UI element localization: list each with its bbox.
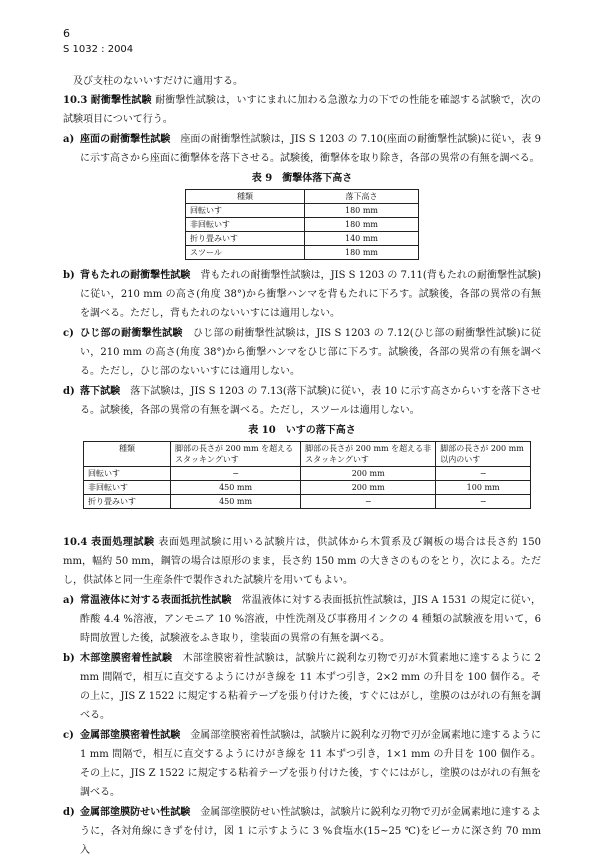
table-cell: 100 mm: [436, 481, 531, 495]
table-cell: 180 mm: [305, 218, 419, 232]
table-cell: −: [436, 495, 531, 509]
item-d-rust-prevention: [63, 803, 541, 860]
table-cell: 非回転いす: [186, 218, 305, 232]
table-cell: 200 mm: [301, 467, 436, 481]
table-10-caption: 表 10 いすの落下高さ: [248, 425, 356, 436]
section-title: 耐衝撃性試験: [90, 95, 152, 106]
item-title: ひじ部の耐衝撃性試験: [80, 328, 183, 339]
section-text: 表面処理試験に用いる試験片は，供試体から木質系及び鋼板の場合は長さ約 150 mm，幅約 50 mm，鋼管の場合は原形のまま，長さ約 150 mm の大きさのものをとり，次による。ただし，供試体と同一生産条件で製作された試験片を用いてもよい。: [63, 537, 542, 586]
table-row: [84, 481, 531, 495]
table-row: [186, 218, 419, 232]
table-header: 種類: [186, 190, 305, 204]
item-label: a): [63, 595, 75, 606]
item-title: 座面の耐衝撃性試験: [80, 134, 171, 145]
item-title: 金属部塗膜密着性試験: [80, 730, 181, 741]
section-10-3: [63, 91, 541, 129]
table-header: 脚部の長さが 200 mm 以内のいす: [436, 442, 531, 467]
item-text: ひじ部の耐衝撃性試験は，JIS S 1203 の 7.12(ひじ部の耐衝撃性試験)に従い，210 mm の高さ(角度 38°)から衝撃ハンマをひじ部に下ろす。試験後，各部の異常の有無を調べる。ただし，ひじ部のないいすには適用しない。: [80, 328, 542, 377]
item-text: 落下試験は，JIS S 1203 の 7.13(落下試験)に従い，表 10 に示す高さからいすを落下させる。試験後，各部の異常の有無を調べる。ただし，スツールは適用しない。: [80, 386, 542, 416]
item-label: a): [63, 134, 75, 145]
item-c-metal-adhesion: [63, 726, 541, 802]
table-row: [186, 204, 419, 218]
intro-line: 及び支柱のないいすだけに適用する。: [73, 76, 243, 87]
item-c-arm-impact: [63, 324, 541, 381]
table-10: [83, 441, 531, 509]
standard-code: S 1032 : 2004: [63, 44, 134, 55]
table-header: 落下高さ: [305, 190, 419, 204]
item-label: c): [63, 328, 74, 339]
table-cell: −: [171, 467, 301, 481]
item-title: 木部塗膜密着性試験: [80, 653, 173, 664]
item-text: 座面の耐衝撃性試験は，JIS S 1203 の 7.10(座面の耐衝撃性試験)に従い，表 9 に示す高さから座面に衝撃体を落下させる。試験後，衝撃体を取り除き，各部の異常の有無を調べる。: [80, 134, 542, 164]
table-header: 種類: [84, 442, 171, 467]
table-cell: 回転いす: [84, 467, 171, 481]
table-header: 脚部の長さが 200 mm を超える非スタッキングいす: [301, 442, 436, 467]
item-text: 常温液体に対する表面抵抗性試験は，JIS A 1531 の規定に従い，酢酸 4.4 %溶液，アンモニア 10 %溶液，中性洗剤及び事務用インクの 4 種類の試験液を用いて，6 時間放置した後，試験液をふき取り，塗装面の異常の有無を調べる。: [80, 595, 542, 644]
table-cell: 回転いす: [186, 204, 305, 218]
table-cell: 450 mm: [171, 495, 301, 509]
table-cell: 180 mm: [305, 246, 419, 260]
item-a-liquid-resistance: [63, 591, 541, 648]
table-row: [84, 495, 531, 509]
table-header-row: [186, 190, 419, 204]
item-text: 金属部塗膜密着性試験は，試験片に鋭利な刃物で刃が金属素地に達するように 1 mm 間隔で，相互に直交するようにけがき線を 11 本ずつ引き，1×1 mm の升目を 100 個作る。その上に，JIS Z 1522 に規定する粘着テープを張り付けた後，すぐにはがし，塗膜のはがれの有無を調べる。: [80, 730, 542, 798]
item-label: d): [63, 807, 75, 818]
item-text: 木部塗膜密着性試験は，試験片に鋭利な刃物で刃が木質素地に達するように 2 mm 間隔で，相互に直交するようにけがき線を 11 本ずつ引き，2×2 mm の升目を 100 個作る。その上に，JIS Z 1522 に規定する粘着テープを張り付けた後，すぐにはがし，塗膜のはがれの有無を調べる。: [80, 653, 542, 721]
item-label: d): [63, 386, 75, 397]
table-9-caption: 表 9 衝撃体落下高さ: [251, 173, 353, 184]
item-title: 金属部塗膜防せい性試験: [80, 807, 191, 818]
table-row: [186, 246, 419, 260]
page-number: 6: [63, 27, 70, 40]
item-label: b): [63, 270, 75, 281]
table-cell: −: [301, 495, 436, 509]
section-title: 表面処理試験: [91, 537, 155, 548]
item-label: c): [63, 730, 74, 741]
table-cell: 200 mm: [301, 481, 436, 495]
table-cell: −: [436, 467, 531, 481]
table-header-row: [84, 442, 531, 467]
item-title: 落下試験: [80, 386, 121, 397]
item-text: 背もたれの耐衝撃性試験は，JIS S 1203 の 7.11(背もたれの耐衝撃性試験)に従い，210 mm の高さ(角度 38°)から衝撃ハンマを背もたれに下ろす。試験後，各部の異常の有無を調べる。ただし，背もたれのないいすには適用しない。: [80, 270, 542, 319]
table-cell: 180 mm: [305, 204, 419, 218]
table-row: [84, 467, 531, 481]
section-text: 耐衝撃性試験は，いすにまれに加わる急激な力の下での性能を確認する試験で，次の試験項目について行う。: [63, 95, 542, 125]
page-body: [63, 72, 541, 860]
item-title: 常温液体に対する表面抵抗性試験: [80, 595, 232, 606]
table-9: [185, 189, 419, 260]
item-title: 背もたれの耐衝撃性試験: [80, 270, 191, 281]
item-a-seat-impact: [63, 130, 541, 168]
table-cell: 450 mm: [171, 481, 301, 495]
item-text: 金属部塗膜防せい性試験は，試験片に鋭利な刃物で刃が金属素地に達するように，各対角線にきずを付け，図 1 に示すように 3 %食塩水(15~25 ℃)をビーカに深さ約 70 mm 入: [80, 807, 542, 856]
table-row: [186, 232, 419, 246]
item-d-drop-test: [63, 382, 541, 420]
table-cell: スツール: [186, 246, 305, 260]
table-cell: 折り畳みいす: [186, 232, 305, 246]
section-number: 10.4: [63, 537, 88, 548]
table-cell: 140 mm: [305, 232, 419, 246]
item-b-wood-adhesion: [63, 649, 541, 725]
section-10-4: [63, 533, 541, 590]
table-cell: 非回転いす: [84, 481, 171, 495]
section-number: 10.3: [63, 95, 88, 106]
table-cell: 折り畳みいす: [84, 495, 171, 509]
item-b-back-impact: [63, 266, 541, 323]
table-header: 脚部の長さが 200 mm を超えるスタッキングいす: [171, 442, 301, 467]
item-label: b): [63, 653, 75, 664]
